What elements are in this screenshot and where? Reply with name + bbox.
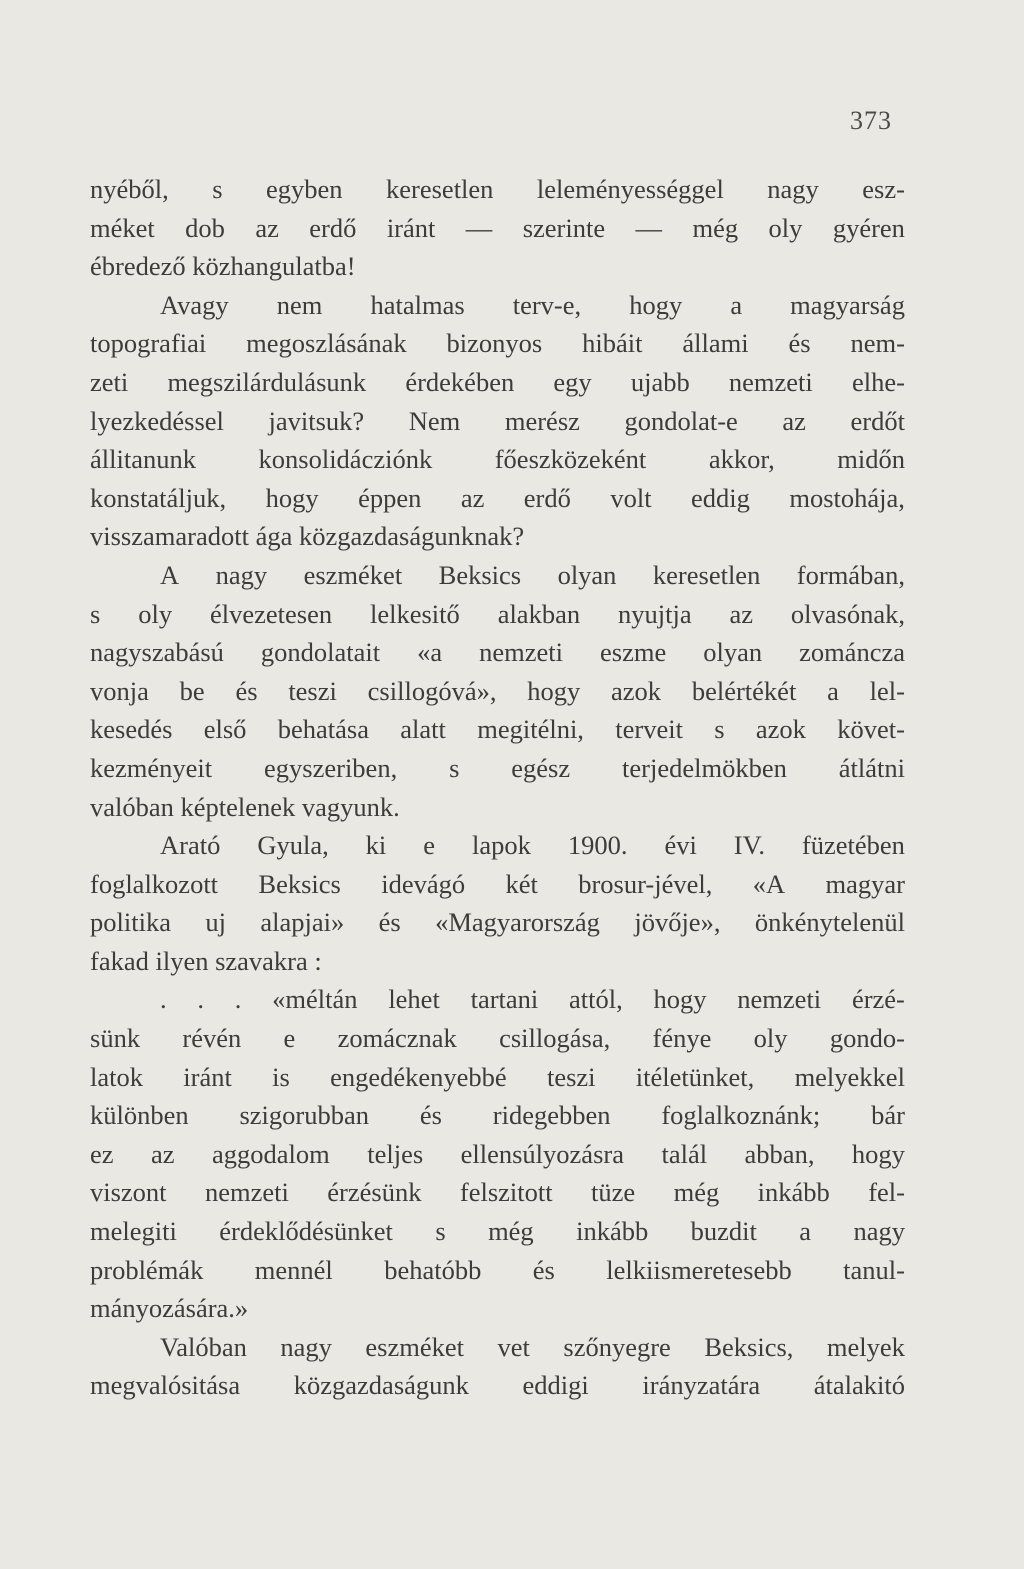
- text-line: lyezkedéssel javitsuk? Nem merész gondolat-e az erdőt: [90, 405, 905, 436]
- text-line: ez az aggodalom teljes ellensúlyozásra talál abban, hogy: [90, 1138, 905, 1169]
- text-line: Arató Gyula, ki e lapok 1900. évi IV. füzetében: [160, 830, 905, 861]
- text-line: A nagy eszméket Beksics olyan keresetlen formában,: [160, 559, 905, 590]
- text-line: melegiti érdeklődésünket s még inkább buzdit a nagy: [90, 1216, 905, 1247]
- text-line: fakad ilyen szavakra :: [90, 945, 322, 976]
- text-line: konstatáljuk, hogy éppen az erdő volt eddig mostohája,: [90, 482, 905, 513]
- text-line: sünk révén e zomácznak csillogása, fénye oly gondo-: [90, 1023, 905, 1054]
- text-line: Avagy nem hatalmas terv-e, hogy a magyarság: [160, 289, 905, 320]
- text-line: visszamaradott ága közgazdaságunknak?: [90, 521, 525, 552]
- text-line: problémák mennél behatóbb és lelkiismeretesebb tanul-: [90, 1254, 905, 1285]
- text-line: zeti megszilárdulásunk érdekében egy ujabb nemzeti elhe-: [90, 366, 905, 397]
- text-line: valóban képtelenek vagyunk.: [90, 791, 400, 822]
- text-line: . . . «méltán lehet tartani attól, hogy nemzeti érzé-: [160, 984, 905, 1015]
- body-text: [90, 170, 905, 1405]
- text-line: állitanunk konsolidácziónk főeszközeként akkor, midőn: [90, 444, 905, 475]
- text-line: Valóban nagy eszméket vet szőnyegre Beksics, melyek: [160, 1331, 905, 1362]
- text-line: megvalósitása közgazdaságunk eddigi irányzatára átalakitó: [90, 1370, 905, 1401]
- text-line: mányozására.»: [90, 1293, 249, 1324]
- text-line: nyéből, s egyben keresetlen leleményességgel nagy esz-: [90, 174, 905, 204]
- text-line: foglalkozott Beksics idevágó két brosur-jével, «A magyar: [90, 868, 905, 899]
- page-number: 373: [850, 106, 892, 135]
- text-line: vonja be és teszi csillogóvá», hogy azok belértékét a lel-: [90, 675, 905, 706]
- text-line: különben szigorubban és ridegebben foglalkoznánk; bár: [90, 1100, 905, 1131]
- text-line: ébredező közhangulatba!: [90, 251, 356, 282]
- text-line: kezményeit egyszeriben, s egész terjedelmökben átlátni: [90, 752, 905, 783]
- text-line: méket dob az erdő iránt — szerinte — még oly gyéren: [90, 212, 905, 243]
- text-line: nagyszabású gondolatait «a nemzeti eszme olyan zománcza: [90, 637, 905, 668]
- text-line: kesedés első behatása alatt megitélni, terveit s azok követ-: [90, 714, 905, 745]
- text-line: viszont nemzeti érzésünk felszitott tüze még inkább fel-: [90, 1177, 905, 1208]
- text-line: s oly élvezetesen lelkesitő alakban nyujtja az olvasónak,: [90, 598, 905, 629]
- text-line: topografiai megoszlásának bizonyos hibáit állami és nem-: [90, 328, 905, 359]
- text-line: latok iránt is engedékenyebbé teszi itéletünket, melyekkel: [90, 1061, 905, 1092]
- text-line: politika uj alapjai» és «Magyarország jövője», önkénytelenül: [90, 907, 905, 938]
